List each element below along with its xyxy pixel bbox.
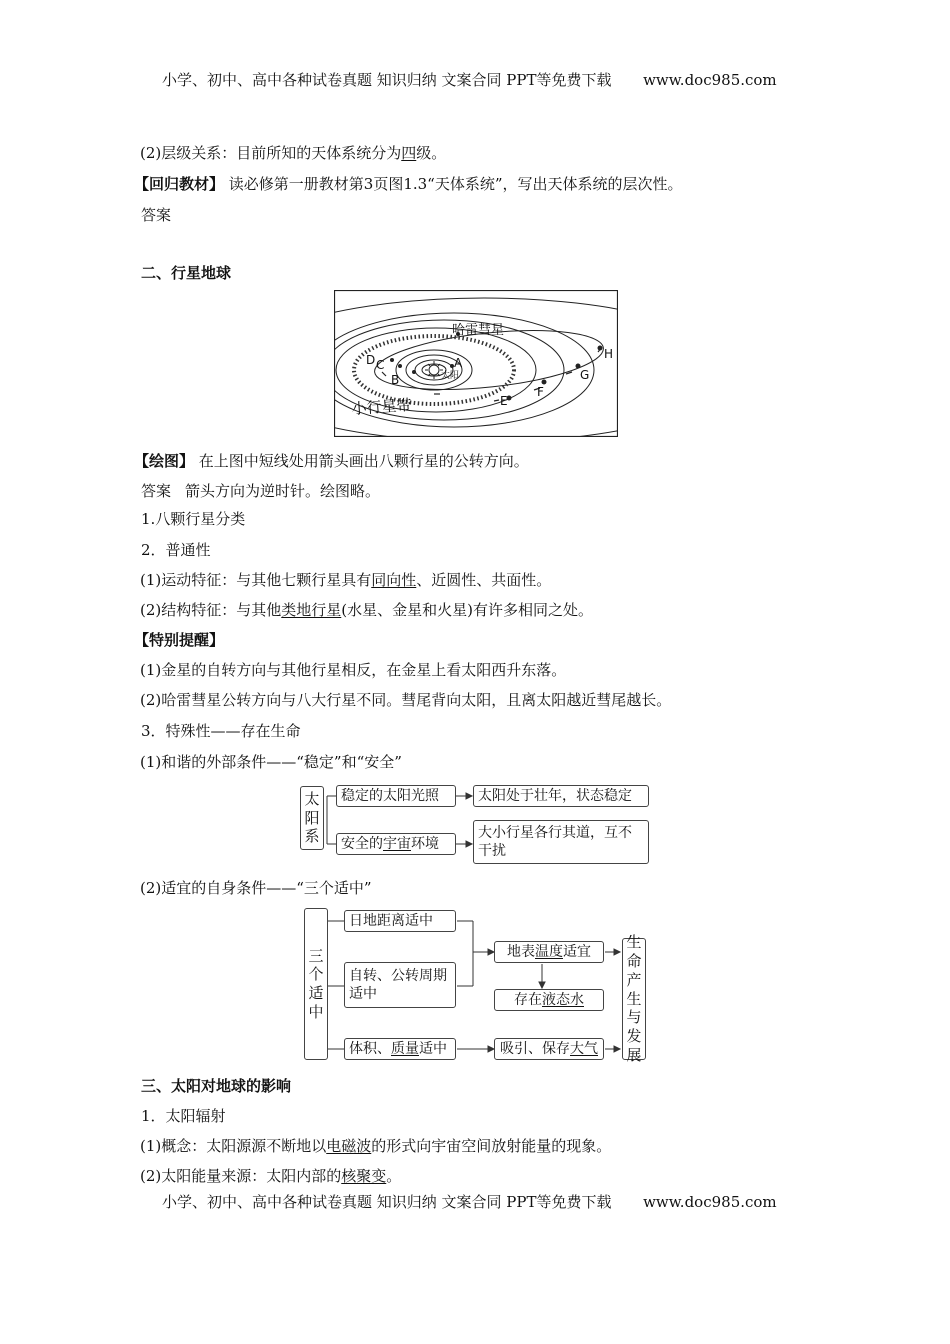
planet-label-c: C [376, 358, 385, 372]
solar-root-char: 系 [304, 827, 320, 846]
three-root-box [304, 908, 328, 1060]
volume-answer: 质量 [391, 1041, 419, 1057]
energy-text: (2)太阳能量来源：太阳内部的 [140, 1167, 342, 1185]
header-text: 小学、初中、高中各种试卷真题 知识归纳 文案合同 PPT等免费下载 [162, 71, 612, 89]
stable-result-box [473, 785, 649, 807]
planet-label-h: H [604, 347, 614, 361]
safe-result-text: 大小行星各行其道，互不干扰 [478, 825, 632, 859]
sun-earth-distance-box [344, 910, 456, 932]
stable-result-text: 太阳处于壮年，状态稳定 [478, 788, 632, 804]
draw-tag: 【绘图】 [134, 452, 195, 470]
sun-earth-distance-text: 日地距离适中 [349, 913, 433, 929]
internal-conditions: (2)适宜的自身条件——“三个适中” [140, 879, 372, 897]
three-root-char: 中 [308, 1002, 324, 1021]
tip-tag: 【特别提醒】 [134, 631, 225, 649]
footer-site: www.doc985.com [643, 1193, 777, 1211]
life-box [622, 933, 646, 1064]
draw-text: 在上图中短线处用箭头画出八颗行星的公转方向。 [194, 452, 529, 470]
temp-answer: 温度 [535, 944, 563, 960]
life-char: 展 [626, 1045, 642, 1064]
energy-line [140, 1166, 401, 1186]
planet-label-a: A [454, 356, 463, 370]
safe-text: 安全的 [341, 836, 383, 852]
review-answer: 答案 [141, 206, 172, 224]
motion-text: (1)运动特征：与其他七颗行星具有 [140, 571, 372, 589]
item-particularity: 3．特殊性——存在生命 [141, 722, 301, 740]
liquid-water-box [494, 989, 604, 1011]
volume-mass-box [344, 1038, 456, 1060]
item-solar-radiation: 1．太阳辐射 [141, 1107, 226, 1125]
volume-text: 体积、 [349, 1041, 391, 1057]
review-text: 读必修第一册教材第3页图1.3“天体系统”，写出天体系统的层次性。 [224, 175, 683, 193]
tip-1: (1)金星的自转方向与其他行星相反，在金星上看太阳西升东落。 [140, 661, 567, 679]
concept-end: 的形式向宇宙空间放射能量的现象。 [371, 1137, 612, 1155]
planet-label-b: B [391, 373, 400, 387]
hierarchy-end: 级。 [416, 144, 447, 162]
energy-end: 。 [386, 1167, 402, 1185]
item-universality: 2．普通性 [141, 541, 211, 559]
external-conditions: (1)和谐的外部条件——“稳定”和“安全” [140, 753, 402, 771]
planet-label-d: D [366, 353, 376, 367]
halley-label: 哈雷彗星 [452, 323, 505, 338]
draw-answer-text: 箭头方向为逆时针。绘图略。 [185, 482, 381, 500]
safe-environment-box [336, 833, 456, 855]
page-header [162, 69, 777, 90]
solar-system-diagram [334, 290, 618, 437]
header-site: www.doc985.com [643, 71, 777, 89]
hierarchy-line [140, 143, 446, 163]
asteroid-belt-label: 小行星带 [351, 395, 413, 418]
stable-light-text: 稳定的太阳光照 [341, 788, 439, 804]
atmosphere-box [494, 1038, 604, 1060]
stable-light-box [336, 785, 456, 807]
life-char: 与 [626, 1008, 642, 1027]
energy-answer: 核聚变 [341, 1167, 387, 1185]
motion-line [140, 570, 551, 590]
life-char: 命 [626, 952, 642, 971]
atmos-answer: 大气 [570, 1041, 598, 1057]
concept-line [140, 1136, 611, 1156]
life-char: 发 [626, 1027, 642, 1046]
structure-text: (2)结构特征：与其他 [140, 601, 282, 619]
water-answer: 液态水 [542, 992, 584, 1008]
solar-root-char: 太 [304, 789, 320, 808]
temp-text: 地表 [507, 944, 535, 960]
atmos-text: 吸引、保存 [500, 1041, 570, 1057]
motion-end: 、近圆性、共面性。 [416, 571, 552, 589]
page-footer [162, 1191, 777, 1212]
three-root-char: 适 [308, 984, 324, 1002]
structure-answer: 类地行星 [281, 601, 342, 619]
hierarchy-answer: 四 [401, 144, 417, 162]
tip-2: (2)哈雷彗星公转方向与八大行星不同。彗尾背向太阳，且离太阳越近彗尾越长。 [140, 691, 672, 709]
structure-end: (水星、金星和火星)有许多相同之处。 [341, 601, 593, 619]
review-line [134, 174, 683, 194]
section3-title: 三、太阳对地球的影响 [141, 1077, 292, 1095]
life-char: 生 [626, 933, 642, 952]
motion-answer: 同向性 [371, 571, 417, 589]
section2-title: 二、行星地球 [141, 264, 232, 282]
rotation-period-text: 自转、公转周期适中 [349, 968, 447, 1002]
planet-label-e: E [500, 394, 508, 408]
concept-text: (1)概念：太阳源源不断地以 [140, 1137, 327, 1155]
footer-text: 小学、初中、高中各种试卷真题 知识归纳 文案合同 PPT等免费下载 [162, 1193, 612, 1211]
draw-answer-line [141, 481, 380, 501]
safe-result-box [473, 820, 649, 864]
review-tag: 【回归教材】 [134, 175, 225, 193]
draw-answer-label: 答案 [141, 482, 172, 500]
life-char: 生 [626, 989, 642, 1008]
life-char: 产 [626, 970, 642, 989]
safe-end: 环境 [411, 836, 439, 852]
rotation-period-box [344, 962, 456, 1008]
solar-root-box [300, 786, 324, 850]
sun-label: 太阳 [441, 371, 460, 381]
planet-label-f: F [537, 385, 544, 399]
volume-end: 适中 [419, 1041, 447, 1057]
draw-line [134, 451, 529, 471]
safe-answer: 宇宙 [383, 836, 411, 852]
structure-line [140, 600, 593, 620]
surface-temperature-box [494, 941, 604, 963]
item-planet-classification: 1.八颗行星分类 [141, 510, 246, 528]
water-text: 存在 [514, 992, 542, 1008]
solar-root-char: 阳 [304, 808, 320, 827]
concept-answer: 电磁波 [326, 1137, 372, 1155]
three-root-char: 三 [308, 946, 324, 965]
hierarchy-text: (2)层级关系：目前所知的天体系统分为 [140, 144, 402, 162]
planet-label-g: G [580, 368, 590, 382]
temp-end: 适宜 [563, 944, 591, 960]
three-root-char: 个 [308, 965, 324, 984]
